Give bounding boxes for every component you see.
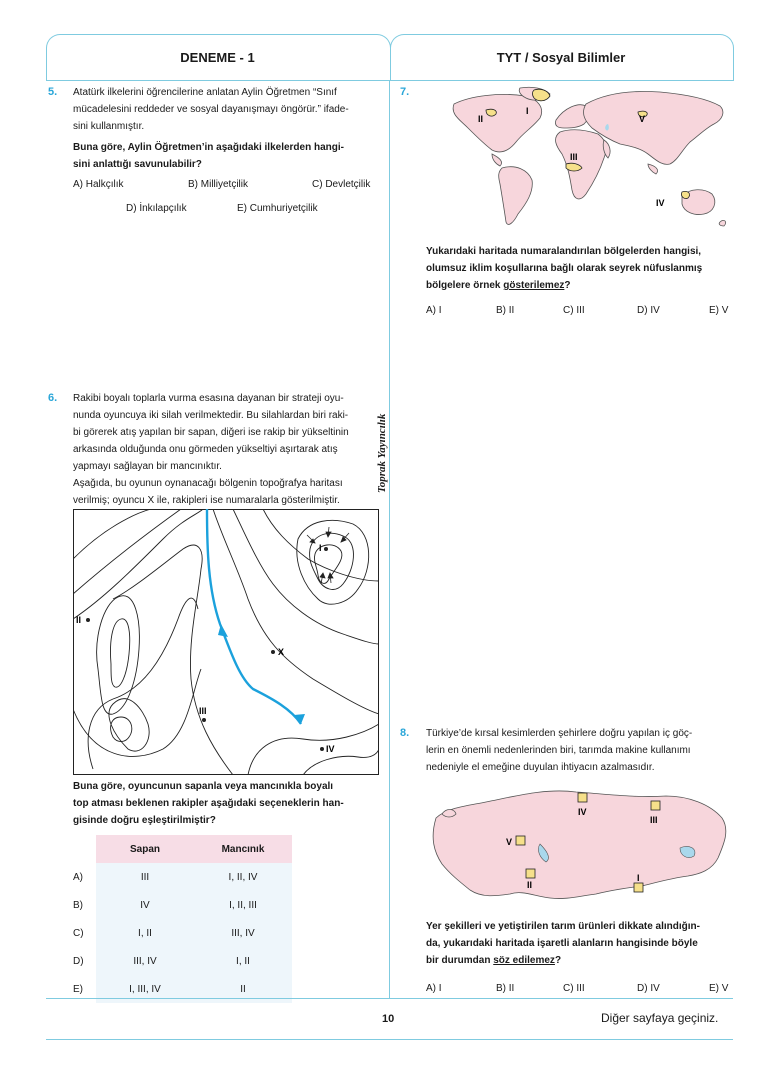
turkey-label-v: V — [506, 837, 513, 847]
mancinik-cell: I, II, IV — [194, 863, 292, 891]
q5-line: mücadelesini reddeder ve sosyal dayanışmayı öngörür.” ifade- — [73, 104, 349, 115]
q6-question-line: top atması beklenen rakipler aşağıdaki seçeneklerin han- — [73, 798, 344, 809]
q7-post: ? — [564, 280, 571, 291]
q7-option-a[interactable]: A) I — [426, 305, 442, 316]
next-page-note: Diğer sayfaya geçiniz. — [601, 1011, 719, 1025]
q7-option-d[interactable]: D) IV — [637, 305, 660, 316]
topographic-map — [73, 509, 379, 775]
mancinik-cell: III, IV — [194, 919, 292, 947]
map-label-ii: II — [76, 615, 82, 625]
q8-pre: bir durumdan — [426, 955, 494, 966]
table-header-sapan: Sapan — [96, 835, 194, 863]
q5-question: sini anlattığı savunulabilir? — [73, 159, 202, 170]
header-left-title: DENEME - 1 — [180, 50, 255, 65]
map-label-i: I — [319, 543, 322, 553]
table-corner — [72, 835, 96, 863]
row-label: C) — [73, 927, 84, 939]
table-row[interactable] — [72, 863, 292, 891]
question-8-stem — [426, 725, 733, 776]
q7-underlined: gösterilemez — [503, 280, 565, 291]
q5-line: Atatürk ilkelerini öğrencilerine anlatan Aylin Öğretmen “Sınıf — [73, 87, 337, 98]
world-map — [420, 84, 732, 234]
q7-option-c[interactable]: C) III — [563, 305, 585, 316]
row-label: B) — [73, 899, 83, 911]
world-label-v: V — [639, 114, 646, 124]
answer-table — [72, 835, 292, 1003]
q8-question-line: Yer şekilleri ve yetiştirilen tarım ürünleri dikkate alındığın- — [426, 921, 700, 932]
header-right-title: TYT / Sosyal Bilimler — [496, 50, 626, 65]
turkey-label-ii: II — [527, 880, 533, 890]
q8-question-line — [426, 952, 733, 969]
map-label-x: X — [278, 647, 285, 657]
table-row[interactable] — [72, 891, 292, 919]
turkey-label-i: I — [637, 873, 640, 883]
q5-option-b[interactable]: B) Milliyetçilik — [188, 179, 248, 190]
column-divider — [389, 80, 390, 998]
turkey-map — [426, 778, 732, 910]
mancinik-cell: II — [194, 975, 292, 1003]
q8-option-d[interactable]: D) IV — [637, 983, 660, 994]
q8-line: Türkiye’de kırsal kesimlerden şehirlere doğru yapılan iç göç- — [426, 728, 693, 739]
sapan-cell: I, II — [96, 919, 194, 947]
map-label-iii: III — [199, 706, 207, 716]
q7-question-line: Yukarıdaki haritada numaralandırılan bölgelerden hangisi, — [426, 246, 702, 257]
footer-divider-bottom — [46, 1039, 733, 1040]
turkey-label-iv: IV — [578, 807, 587, 817]
q8-line: nedeniyle el emeğine duyulan ihtiyacın azalmasıdır. — [426, 762, 655, 773]
sapan-cell: IV — [96, 891, 194, 919]
q6-line: bi görerek atış yapılan bir sapan, diğeri ise rakip bir yükseltinin — [73, 427, 349, 438]
q6-line: arkasında olduğunda onu görmeden yükseltiyi aşırtarak atış — [73, 444, 338, 455]
q8-underlined: söz edilemez — [493, 955, 555, 966]
q5-option-c[interactable]: C) Devletçilik — [312, 179, 371, 190]
q6-question-line: gisinde doğru eşleştirilmiştir? — [73, 815, 216, 826]
q6-line: yapmayı sağlayan bir mancınıktır. — [73, 461, 222, 472]
world-label-i: I — [526, 106, 529, 116]
q5-line: sini kullanmıştır. — [73, 121, 145, 132]
q6-line: verilmiş; oyuncu X ile, rakipleri ise numaralarla gösterilmiştir. — [73, 495, 340, 506]
q8-option-c[interactable]: C) III — [563, 983, 585, 994]
q7-pre: bölgelere örnek — [426, 280, 504, 291]
table-header-mancinik: Mancınık — [194, 835, 292, 863]
q5-option-e[interactable]: E) Cumhuriyetçilik — [237, 203, 318, 214]
question-5-stem — [73, 84, 379, 173]
publisher-side-text: Toprak Yayıncılık — [376, 410, 388, 497]
q8-post: ? — [554, 955, 562, 966]
page-number: 10 — [382, 1013, 395, 1025]
world-label-iii: III — [570, 152, 578, 162]
q8-option-b[interactable]: B) II — [496, 983, 515, 994]
map-label-iv: IV — [326, 744, 335, 754]
table-row[interactable] — [72, 919, 292, 947]
q7-option-b[interactable]: B) II — [496, 305, 515, 316]
question-7-number: 7. — [400, 86, 410, 98]
q5-question: Buna göre, Aylin Öğretmen’in aşağıdaki ilkelerden hangi- — [73, 142, 344, 153]
sapan-cell: III, IV — [96, 947, 194, 975]
mancinik-cell: I, II — [194, 947, 292, 975]
row-label: A) — [73, 871, 83, 883]
question-6-question — [73, 778, 379, 829]
q6-question-line: Buna göre, oyuncunun sapanla veya mancınıkla boyalı — [73, 781, 334, 792]
q6-line: Rakibi boyalı toplarla vurma esasına dayanan bir strateji oyu- — [73, 393, 344, 404]
sapan-cell: III — [96, 863, 194, 891]
q6-line: Aşağıda, bu oyunun oynanacağı bölgenin topoğrafya haritası — [73, 478, 343, 489]
footer-divider-top — [46, 998, 733, 999]
world-label-ii: II — [478, 114, 484, 124]
q8-option-e[interactable]: E) V — [709, 983, 729, 994]
question-6-stem — [73, 390, 379, 509]
turkey-label-iii: III — [650, 815, 658, 825]
question-6-number: 6. — [48, 392, 58, 404]
mancinik-cell: I, II, III — [194, 891, 292, 919]
question-5-number: 5. — [48, 86, 58, 98]
q8-line: lerin en önemli nedenlerinden biri, tarımda makine kullanımı — [426, 745, 691, 756]
question-8-question — [426, 918, 733, 969]
q8-option-a[interactable]: A) I — [426, 983, 442, 994]
row-label: D) — [73, 955, 84, 967]
q7-question-line — [426, 277, 733, 294]
q6-line: nunda oyuncuya iki silah verilmektedir. Bu silahlardan biri raki- — [73, 410, 349, 421]
row-label: E) — [73, 983, 83, 995]
sapan-cell: I, III, IV — [96, 975, 194, 1003]
table-row[interactable] — [72, 947, 292, 975]
q8-question-line: da, yukarıdaki haritada işaretli alanların hangisinde böyle — [426, 938, 698, 949]
q7-question-line: olumsuz iklim koşullarına bağlı olarak seyrek nüfuslanmış — [426, 263, 703, 274]
q5-option-a[interactable]: A) Halkçılık — [73, 179, 124, 190]
question-8-number: 8. — [400, 727, 410, 739]
world-label-iv: IV — [656, 198, 665, 208]
q5-option-d[interactable]: D) İnkılapçılık — [126, 203, 187, 214]
question-7-question — [426, 243, 733, 294]
q7-option-e[interactable]: E) V — [709, 305, 729, 316]
